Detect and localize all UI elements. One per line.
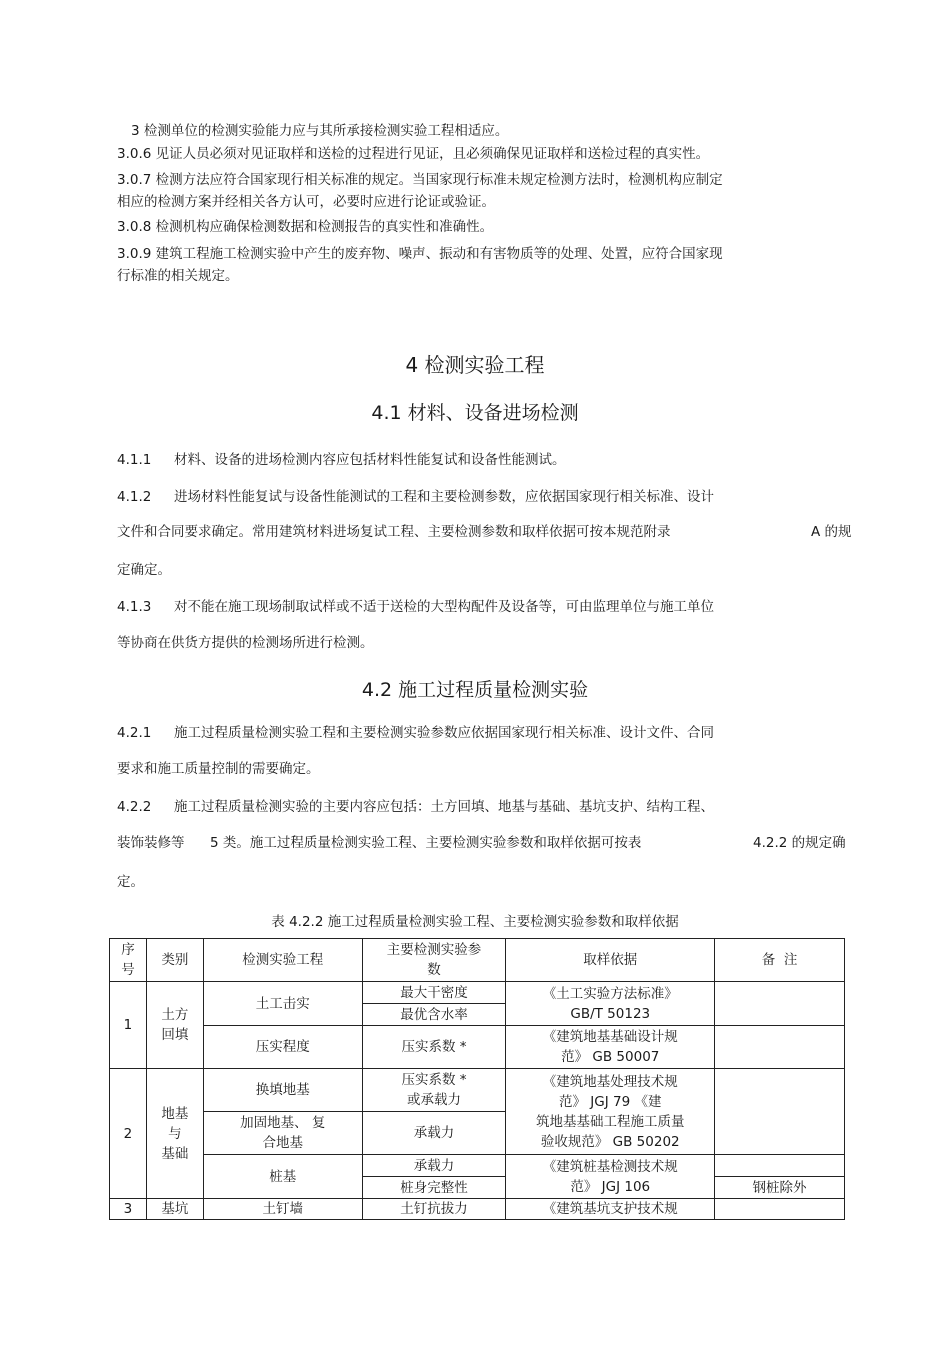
clause-4-2-2-line2-end: 4.2.2 的规定确 <box>753 835 846 851</box>
cell-no: 3 <box>110 1199 147 1220</box>
table-row <box>110 1026 845 1069</box>
cell-item: 土工击实 <box>203 982 362 1026</box>
cell-item: 加固地基、 复 合地基 <box>203 1112 362 1155</box>
clause-4-2-2-line2-mid: 5 类。施工过程质量检测实验工程、主要检测实验参数和取样依据可按表 <box>210 835 642 851</box>
table-row <box>110 1155 845 1177</box>
clause-4-1-2-line1: 进场材料性能复试与设备性能测试的工程和主要检测参数，应依据国家现行相关标准、设计 <box>174 489 714 505</box>
cell-basis: 《建筑地基基础设计规 范》 GB 50007 <box>506 1026 715 1069</box>
section-4-2-title: 4.2 施工过程质量检测实验 <box>361 679 589 701</box>
chapter-title: 4 检测实验工程 <box>405 353 545 377</box>
cell-item: 换填地基 <box>203 1069 362 1112</box>
table-row <box>110 1069 845 1112</box>
paragraph-3-0-7-line2: 相应的检测方案并经相关各方认可，必要时应进行论证或验证。 <box>117 194 495 210</box>
header-parameter: 主要检测实验参 数 <box>362 939 506 982</box>
cell-parameter: 最优含水率 <box>362 1004 506 1026</box>
cell-note <box>715 1069 845 1155</box>
paragraph-3-0-9-line2: 行标准的相关规定。 <box>117 268 239 284</box>
table-caption: 表 4.2.2 施工过程质量检测实验工程、主要检测实验参数和取样依据 <box>271 914 679 930</box>
clause-4-2-1-line2: 要求和施工质量控制的需要确定。 <box>117 761 320 777</box>
clause-number: 4.1.1 <box>117 452 152 468</box>
cell-parameter: 桩身完整性 <box>362 1177 506 1199</box>
cell-item: 土钉墙 <box>203 1199 362 1220</box>
cell-basis: 《土工实验方法标准》 GB/T 50123 <box>506 982 715 1026</box>
section-4-1-title: 4.1 材料、设备进场检测 <box>371 402 579 424</box>
cell-parameter: 土钉抗拔力 <box>362 1199 506 1220</box>
clause-4-1-2-line2-end: A 的规 <box>811 524 852 540</box>
clause-4-2-2-line1: 施工过程质量检测实验的主要内容应包括：土方回填、地基与基础、基坑支护、结构工程、 <box>174 799 714 815</box>
clause-4-1-3-line2: 等协商在供货方提供的检测场所进行检测。 <box>117 635 374 651</box>
cell-item: 压实程度 <box>203 1026 362 1069</box>
inspection-table <box>109 938 845 1220</box>
cell-note <box>715 1026 845 1069</box>
clause-number: 4.2.2 <box>117 799 152 815</box>
cell-note: 钢桩除外 <box>715 1177 845 1199</box>
clause-4-1-2-line3: 定确定。 <box>117 562 171 578</box>
paragraph-3-0-7-line1: 3.0.7 检测方法应符合国家现行相关标准的规定。当国家现行标准未规定检测方法时，检测机构应制定 <box>117 172 723 188</box>
clause-number: 4.1.2 <box>117 489 152 505</box>
cell-parameter: 最大干密度 <box>362 982 506 1004</box>
header-note: 备 注 <box>715 939 845 982</box>
cell-no: 2 <box>110 1069 147 1199</box>
cell-no: 1 <box>110 982 147 1069</box>
clause-number: 4.1.3 <box>117 599 152 615</box>
clause-4-1-3-line1: 对不能在施工现场制取试样或不适于送检的大型构配件及设备等，可由监理单位与施工单位 <box>174 599 714 615</box>
cell-parameter: 承载力 <box>362 1155 506 1177</box>
header-no: 序 号 <box>110 939 147 982</box>
cell-note <box>715 1155 845 1177</box>
cell-basis: 《建筑基坑支护技术规 <box>506 1199 715 1220</box>
table-header-row <box>110 939 845 982</box>
clause-4-1-1-text: 材料、设备的进场检测内容应包括材料性能复试和设备性能测试。 <box>174 452 566 468</box>
cell-item: 桩基 <box>203 1155 362 1199</box>
header-category: 类别 <box>146 939 203 982</box>
cell-parameter: 承载力 <box>362 1112 506 1155</box>
clause-4-2-2-line3: 定。 <box>117 874 144 890</box>
header-item: 检测实验工程 <box>203 939 362 982</box>
paragraph-3-0-6: 3.0.6 见证人员必须对见证取样和送检的过程进行见证，且必须确保见证取样和送检过程的真实性。 <box>117 146 710 162</box>
cell-parameter: 压实系数 * <box>362 1026 506 1069</box>
paragraph-3-0-8: 3.0.8 检测机构应确保检测数据和检测报告的真实性和准确性。 <box>117 219 494 235</box>
cell-basis: 《建筑桩基检测技术规 范》 JGJ 106 <box>506 1155 715 1199</box>
table-row <box>110 982 845 1004</box>
clause-number: 4.2.1 <box>117 725 152 741</box>
paragraph-3-capability: 3 检测单位的检测实验能力应与其所承接检测实验工程相适应。 <box>131 123 509 139</box>
clause-4-2-2-line2-start: 装饰装修等 <box>117 835 185 851</box>
clause-4-1-2-line2: 文件和合同要求确定。常用建筑材料进场复试工程、主要检测参数和取样依据可按本规范附录 <box>117 524 671 540</box>
cell-basis: 《建筑地基处理技术规 范》 JGJ 79 《建 筑地基基础工程施工质量 验收规范》 GB 50202 <box>506 1069 715 1155</box>
clause-4-2-1-line1: 施工过程质量检测实验工程和主要检测实验参数应依据国家现行相关标准、设计文件、合同 <box>174 725 714 741</box>
table-row <box>110 1199 845 1220</box>
cell-category: 土方 回填 <box>146 982 203 1069</box>
paragraph-3-0-9-line1: 3.0.9 建筑工程施工检测实验中产生的废弃物、噪声、振动和有害物质等的处理、处置，应符合国家现 <box>117 246 723 262</box>
cell-note <box>715 1199 845 1220</box>
cell-category: 基坑 <box>146 1199 203 1220</box>
cell-note <box>715 982 845 1026</box>
cell-category: 地基 与 基础 <box>146 1069 203 1199</box>
header-basis: 取样依据 <box>506 939 715 982</box>
cell-parameter: 压实系数 * 或承载力 <box>362 1069 506 1112</box>
